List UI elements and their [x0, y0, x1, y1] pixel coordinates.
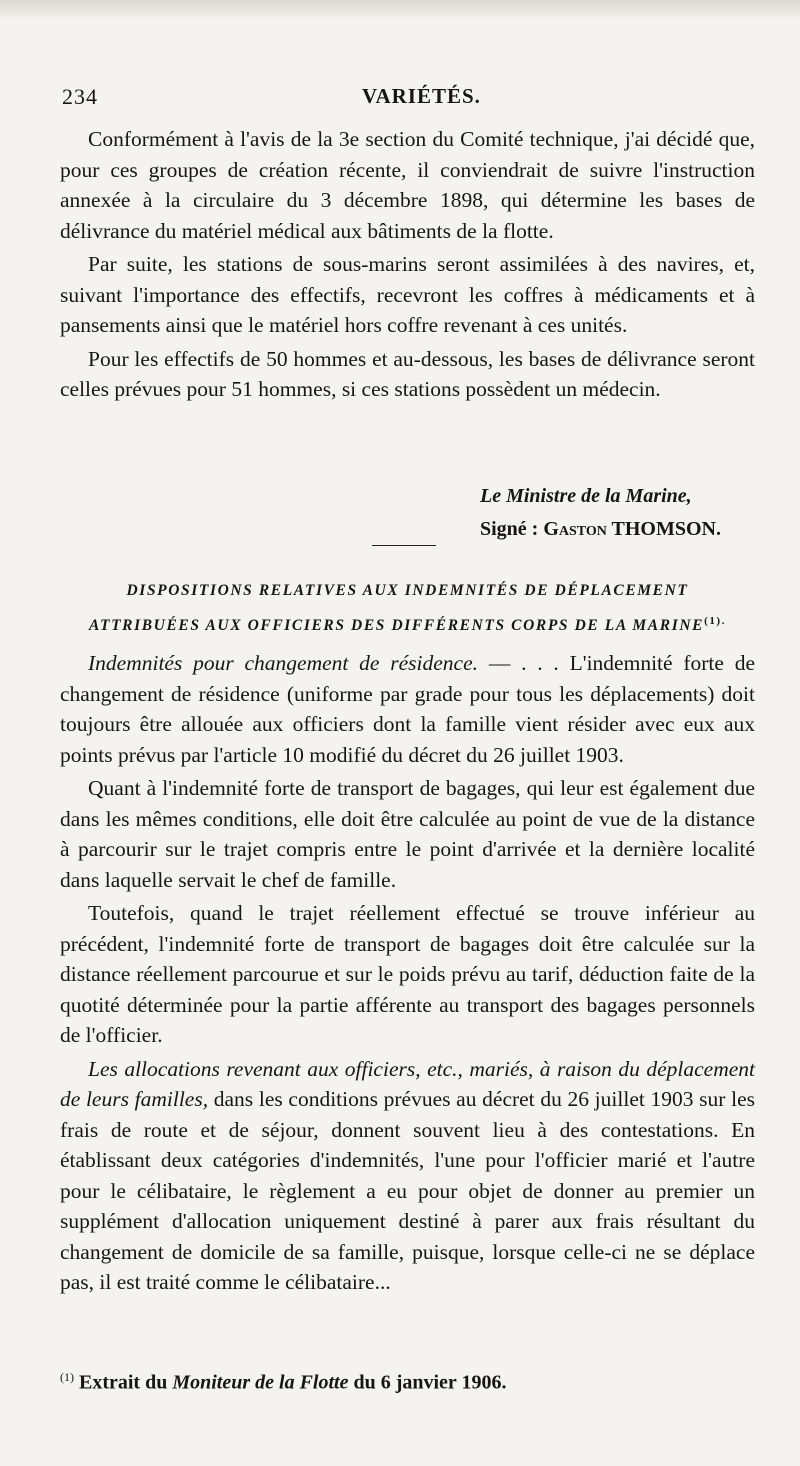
footnote-source: Moniteur de la Flotte [172, 1371, 349, 1394]
signature-block [480, 480, 780, 546]
paragraph-heading: Indemnités pour changement de résidence. [88, 651, 479, 675]
footnote-mark: (1) [60, 1370, 74, 1384]
section-title-text: ATTRIBUÉES AUX OFFICIERS DES DIFFÉRENTS CORPS DE LA MARINE [88, 617, 705, 635]
paragraph-heading: Les allocations revenant aux officiers, etc., mariés, à raison du déplacement de leurs familles, [60, 1056, 755, 1111]
signatory-last-name: THOMSON. [611, 518, 721, 540]
section-title-line [60, 606, 755, 641]
section-divider [372, 545, 436, 546]
decision-paragraph: Conformément à l'avis de la 3e section du Comité technique, j'ai décidé que, pour ces groupes de création récente, il conviendrait de suivre l'instruction annexée à la circulaire du 3 décembre 1898, qui détermine les bases de délivrance du matériel médical aux bâtiments de la flotte. [60, 127, 755, 243]
page-edge [0, 0, 800, 20]
section-body [60, 648, 755, 1298]
footnote-suffix: du 6 janvier 1906. [353, 1371, 507, 1394]
body-paragraph [60, 1054, 755, 1298]
body-paragraph [60, 648, 755, 770]
decision-paragraph: Par suite, les stations de sous-marins seront assimilées à des navires, et, suivant l'importance des effectifs, recevront les coffres à médicaments et à pansements ainsi que le matériel hors coffre revenant à ces unités. [60, 252, 755, 337]
running-title: VARIÉTÉS. [362, 84, 481, 108]
body-paragraph: Quant à l'indemnité forte de transport de bagages, qui leur est également due dans les mêmes conditions, elle doit être calculée au point de vue de la distance à parcourir sur le trajet compris entre le point d'arrivée et la dernière localité dans laquelle servait le chef de famille. [60, 776, 755, 892]
decision-text [60, 124, 755, 405]
body-paragraph: Toutefois, quand le trajet réellement effectué se trouve inférieur au précédent, l'indemnité forte de transport de bagages doit être calculée sur la distance réellement parcourue et sur le poids prévu au tarif, déduction faite de la quotité déterminée pour la partie afférente au transport des bagages personnels de l'officier. [60, 901, 755, 1047]
footnote [60, 1370, 755, 1395]
footnote-prefix: Extrait du [79, 1371, 168, 1394]
decision-paragraph: Pour les effectifs de 50 hommes et au-dessous, les bases de délivrance seront celles prévues pour 51 hommes, si ces stations possèdent un médecin. [60, 346, 755, 401]
signatory-first-name: Gaston [543, 518, 607, 540]
signed-prefix: Signé : [480, 518, 539, 540]
page-header [62, 84, 762, 114]
signature-role: Le Ministre de la Marine, [480, 485, 692, 507]
footnote-reference: (1). [704, 615, 727, 627]
paragraph-text: — . . . L'indemnité forte de changement de résidence (uniforme par grade pour tous les déplacements) doit toujours être allouée aux officiers dont la famille vient résider avec eux aux points prévus par l'article 10 modifié du décret du 26 juillet 1903. [60, 651, 755, 767]
section-title-line: DISPOSITIONS RELATIVES AUX INDEMNITÉS DE DÉPLACEMENT [126, 582, 689, 599]
signature-name [480, 513, 780, 546]
page-number: 234 [62, 84, 98, 109]
section-title [60, 576, 755, 641]
paragraph-text: dans les conditions prévues au décret du 26 juillet 1903 sur les frais de route et de séjour, donnent souvent lieu à des contestations. En établissant deux catégories d'indemnités, l'une pour l'officier marié et l'autre pour le célibataire, le règlement a eu pour objet de donner au premier un supplément d'allocation uniquement destiné à parer aux frais résultant du changement de domicile de sa famille, puisque, lorsque celle-ci ne se déplace pas, il est traité comme le célibataire... [60, 1087, 756, 1294]
